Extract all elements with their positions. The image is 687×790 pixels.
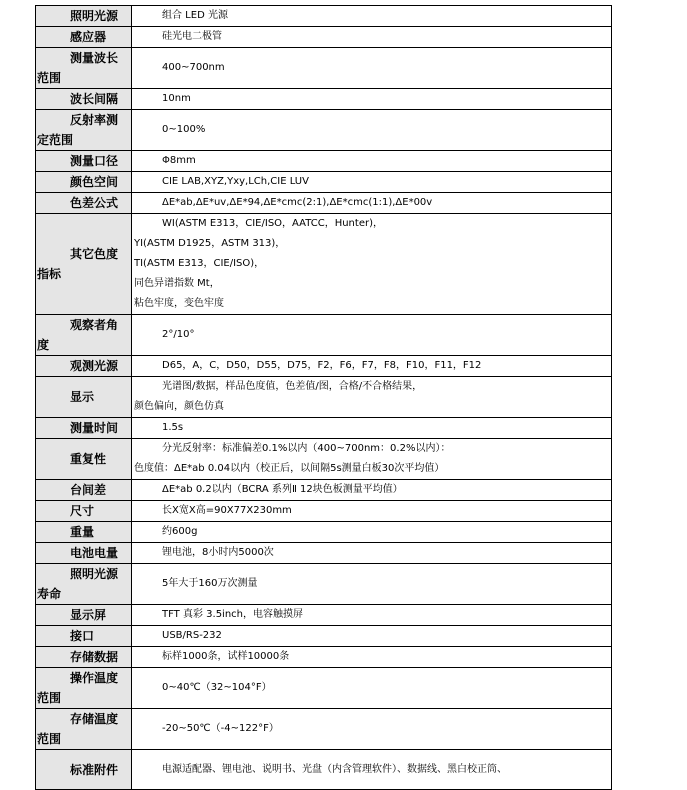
- table-row: [36, 27, 612, 48]
- spec-value-line: 光谱图/数据，样品色度值，色差值/图，合格/不合格结果，: [162, 381, 423, 392]
- table-row: [36, 709, 612, 750]
- spec-label-cell: [36, 356, 132, 377]
- spec-value-cell: [132, 214, 612, 315]
- spec-value-line: 色度值：ΔE*ab 0.04以内（校正后，以间隔5s测量白板30次平均值）: [134, 463, 445, 474]
- spec-value-cell: [132, 172, 612, 193]
- spec-label-cell: [36, 315, 132, 356]
- spec-label-cell: [36, 27, 132, 48]
- spec-label-line: 范围: [37, 732, 62, 746]
- spec-value-line: TI(ASTM E313，CIE/ISO)，: [134, 258, 265, 269]
- table-row: [36, 193, 612, 214]
- spec-value-cell: [132, 647, 612, 668]
- spec-label-cell: [36, 172, 132, 193]
- spec-label-cell: [36, 501, 132, 522]
- table-row: [36, 626, 612, 647]
- spec-value-line: 粘色牢度，变色牢度: [134, 298, 224, 309]
- spec-value-cell: [132, 110, 612, 151]
- spec-label-cell: [36, 750, 132, 790]
- spec-value-cell: [132, 626, 612, 647]
- table-row: [36, 564, 612, 605]
- table-row: [36, 480, 612, 501]
- spec-label-cell: [36, 151, 132, 172]
- spec-value-line: 组合 LED 光源: [162, 10, 228, 21]
- spec-label: 重量: [70, 525, 95, 539]
- spec-value-cell: [132, 27, 612, 48]
- spec-value-line: 0~100%: [162, 124, 206, 135]
- spec-label-line: 操作温度: [70, 671, 119, 685]
- table-row: [36, 668, 612, 709]
- spec-label: 测量时间: [70, 421, 119, 435]
- spec-value-line: 标样1000条，试样10000条: [162, 651, 290, 662]
- table-row: [36, 172, 612, 193]
- spec-label-line: 反射率测: [70, 113, 119, 127]
- spec-value-cell: [132, 605, 612, 626]
- spec-label: 色差公式: [70, 196, 119, 210]
- spec-label-cell: [36, 564, 132, 605]
- spec-value-line: WI(ASTM E313，CIE/ISO，AATCC，Hunter)，: [162, 218, 383, 229]
- spec-value-line: 分光反射率：标准偏差0.1%以内（400~700nm：0.2%以内）：: [162, 443, 451, 454]
- spec-label: [36, 564, 131, 604]
- table-row: [36, 110, 612, 151]
- spec-value-cell: [132, 439, 612, 480]
- spec-value-cell: [132, 193, 612, 214]
- spec-value-line: 硅光电二极管: [162, 31, 222, 42]
- spec-label-cell: [36, 377, 132, 418]
- spec-label-cell: [36, 48, 132, 89]
- spec-value-line: 长X宽X高=90X77X230mm: [162, 505, 292, 516]
- spec-value-line: 约600g: [162, 526, 198, 537]
- spec-value-line: 电源适配器、锂电池、说明书、光盘（内含管理软件）、数据线、黑白校正筒、: [162, 763, 507, 775]
- spec-value-line: TFT 真彩 3.5inch，电容触摸屏: [162, 609, 304, 620]
- spec-value-line: 0~40℃（32~104°F）: [162, 682, 272, 693]
- spec-label-cell: [36, 214, 132, 315]
- spec-label: [36, 244, 131, 284]
- spec-value-line: YI(ASTM D1925，ASTM 313)，: [134, 238, 286, 249]
- spec-label-line: 寿命: [37, 587, 62, 601]
- spec-label-line: 范围: [37, 71, 62, 85]
- spec-label-cell: [36, 522, 132, 543]
- spec-value-line: 400~700nm: [162, 62, 225, 73]
- spec-label: 接口: [70, 629, 95, 643]
- spec-value-line: CIE LAB,XYZ,Yxy,LCh,CIE LUV: [162, 176, 309, 187]
- table-row: [36, 377, 612, 418]
- spec-value-line: 颜色偏向，颜色仿真: [134, 401, 224, 412]
- spec-label: 存储数据: [70, 650, 119, 664]
- spec-value-cell: [132, 48, 612, 89]
- spec-value-line: 锂电池，8小时内5000次: [162, 547, 274, 558]
- table-row: [36, 418, 612, 439]
- spec-label-line: 其它色度: [70, 247, 119, 261]
- spec-label-line: 指标: [37, 267, 62, 281]
- table-row: [36, 214, 612, 315]
- spec-value-line: USB/RS-232: [162, 630, 222, 641]
- spec-value-cell: [132, 89, 612, 110]
- table-row: [36, 315, 612, 356]
- table-row: [36, 439, 612, 480]
- spec-value-line: 2°/10°: [162, 329, 195, 340]
- spec-value-line: -20~50℃（-4~122°F）: [162, 723, 279, 734]
- spec-label-line: 测量波长: [70, 51, 119, 65]
- spec-label: 电池电量: [70, 546, 119, 560]
- spec-label-line: 存储温度: [70, 712, 119, 726]
- spec-label: [36, 110, 131, 150]
- spec-label: 感应器: [70, 30, 107, 44]
- spec-value-line: Φ8mm: [162, 155, 196, 166]
- spec-label-cell: [36, 647, 132, 668]
- spec-value-cell: [132, 151, 612, 172]
- spec-label: [36, 48, 131, 88]
- spec-value-cell: [132, 668, 612, 709]
- spec-label: 观测光源: [70, 359, 119, 373]
- spec-label-cell: [36, 543, 132, 564]
- spec-value-line: 5年大于160万次测量: [162, 578, 258, 589]
- table-row: [36, 750, 612, 790]
- spec-label-line: 观察者角: [70, 318, 119, 332]
- spec-value-line: D65，A，C，D50，D55，D75，F2，F6，F7，F8，F10，F11，F12: [162, 360, 482, 371]
- spec-label-cell: [36, 439, 132, 480]
- spec-label-cell: [36, 605, 132, 626]
- spec-label: [36, 315, 131, 355]
- spec-label: [36, 709, 131, 749]
- table-row: [36, 605, 612, 626]
- spec-label-line: 定范围: [37, 133, 74, 147]
- spec-value-cell: [132, 418, 612, 439]
- spec-label-cell: [36, 668, 132, 709]
- spec-label: 重复性: [70, 452, 107, 466]
- spec-label: 台间差: [70, 483, 107, 497]
- spec-label-line: 照明光源: [70, 567, 119, 581]
- spec-value-cell: [132, 501, 612, 522]
- spec-label: 颜色空间: [70, 175, 119, 189]
- spec-label-cell: [36, 418, 132, 439]
- table-row: [36, 89, 612, 110]
- table-row: [36, 48, 612, 89]
- spec-label: 照明光源: [70, 9, 119, 23]
- table-row: [36, 522, 612, 543]
- spec-label: [36, 668, 131, 708]
- spec-value-cell: [132, 315, 612, 356]
- spec-label-cell: [36, 626, 132, 647]
- spec-value-line: 10nm: [162, 93, 191, 104]
- table-row: [36, 543, 612, 564]
- spec-value-line: 1.5s: [162, 422, 184, 433]
- spec-label-line: 范围: [37, 691, 62, 705]
- spec-label-line: 度: [37, 338, 50, 352]
- table-row: [36, 151, 612, 172]
- spec-value-line: ΔE*ab 0.2以内（BCRA 系列Ⅱ 12块色板测量平均值）: [162, 484, 403, 495]
- table-row: [36, 356, 612, 377]
- spec-label: 波长间隔: [70, 92, 119, 106]
- table-row: [36, 501, 612, 522]
- spec-label: 测量口径: [70, 154, 119, 168]
- table-row: [36, 647, 612, 668]
- spec-value-cell: [132, 356, 612, 377]
- spec-label: 显示屏: [70, 608, 107, 622]
- spec-label-cell: [36, 6, 132, 27]
- table-row: [36, 6, 612, 27]
- spec-value-cell: [132, 543, 612, 564]
- spec-value-line: ΔE*ab,ΔE*uv,ΔE*94,ΔE*cmc(2:1),ΔE*cmc(1:1),ΔE*00v: [162, 197, 433, 208]
- spec-label-cell: [36, 89, 132, 110]
- spec-label: 标准附件: [70, 762, 119, 777]
- spec-label-cell: [36, 709, 132, 750]
- spec-label-cell: [36, 193, 132, 214]
- spec-value-cell: [132, 480, 612, 501]
- spec-value-cell: [132, 709, 612, 750]
- spec-table: [35, 5, 612, 790]
- spec-value-cell: [132, 377, 612, 418]
- spec-value-cell: [132, 522, 612, 543]
- spec-label: 尺寸: [70, 504, 95, 518]
- spec-value-cell: [132, 564, 612, 605]
- spec-label-cell: [36, 110, 132, 151]
- spec-value-line: 同色异谱指数 Mt，: [134, 278, 220, 289]
- spec-value-cell: [132, 750, 612, 790]
- spec-label-cell: [36, 480, 132, 501]
- spec-value-cell: [132, 6, 612, 27]
- spec-label: 显示: [70, 390, 95, 404]
